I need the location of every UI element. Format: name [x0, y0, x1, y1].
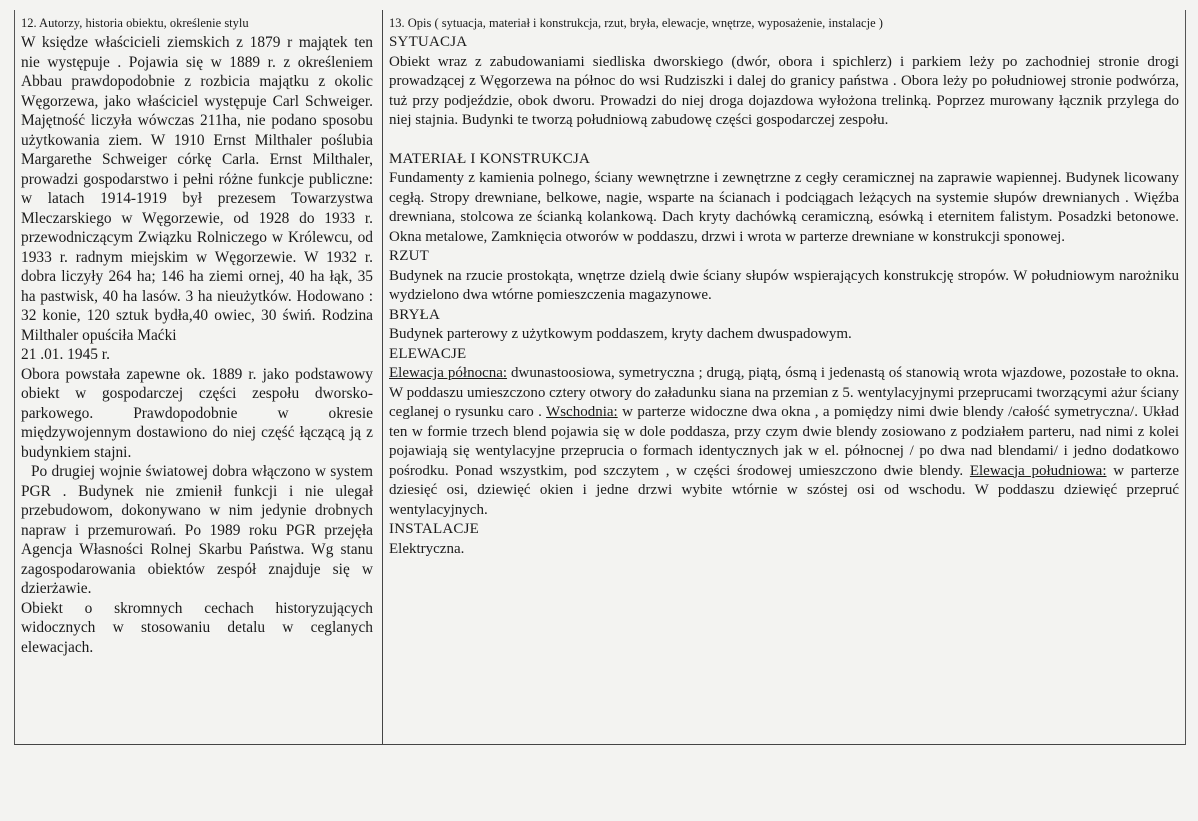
section-text-material: Fundamenty z kamienia polnego, ściany wewnętrzne i zewnętrzne z cegły ceramicznej na zaprawie wapiennej. Budynek licowany cegłą. Stropy drewniane, belkowe, nagie, wsparte na ścianach i podciągach leżących na systemie słupów drewnianych . Więźba drewniana, stolcowa ze ścianką kolankową. Dach kryty dachówką ceramiczną, esówką i eternitem falistym. Posadzki betonowe. Okna metalowe, Zamknięcia otworów w poddaszu, drzwi i wrota w parterze drewniane w konstrukcji sponowej.	[389, 170, 1179, 245]
history-paragraph-style: Obiekt o skromnych cechach historyzujących widocznych w stosowaniu detalu w ceglanych elewacjach.	[21, 599, 373, 656]
section-title-elewacje: ELEWACJE	[389, 345, 467, 362]
section-text-bryla: Budynek parterowy z użytkowym poddaszem, kryty dachem dwuspadowym.	[389, 326, 852, 342]
history-date: 21 .01. 1945 r.	[21, 346, 110, 363]
text-elewacja-polnocna: dwunastoosiowa, symetryczna ; drugą, piątą, ósmą i jedenastą oś stanowią wrota wjazdowe, pozostałe to okna. W poddaszu umieszczono cztery otwory do załadunku siana na przemian z 5. wentylacyjnymi przeprucami tworzącymi ażur ściany ceglanej o rysunku caro .	[389, 365, 1179, 420]
description-column	[389, 15, 1179, 559]
section-text-rzut: Budynek na rzucie prostokąta, wnętrze dzielą dwie ściany słupów wspierających konstrukcję stropów. W południowym narożniku wydzielono dwa wtórne pomieszczenia magazynowe.	[389, 267, 1179, 303]
history-header: 12. Autorzy, historia obiektu, określenie stylu	[21, 16, 249, 30]
section-title-material: MATERIAŁ I KONSTRUKCJA	[389, 150, 591, 167]
section-title-instalacje: INSTALACJE	[389, 521, 479, 537]
section-text-elewacje	[389, 364, 1179, 520]
section-title-rzut: RZUT	[389, 248, 429, 264]
history-paragraph-origin: Obora powstała zapewne ok. 1889 r. jako podstawowy obiekt w gospodarczej części zespołu dworsko-parkowego. Prawdopodobnie w okresie międzywojennym dostawiono do niej część łączącą ją z budynkiem stajni.	[21, 365, 373, 461]
section-spacer	[389, 131, 1179, 150]
label-elewacja-poludniowa: Elewacja południowa:	[969, 462, 1107, 479]
section-title-bryla: BRYŁA	[389, 306, 441, 323]
section-text-instalacje: Elektryczna.	[389, 540, 465, 557]
text-elewacja-wschodnia: w parterze widoczne dwa okna , a pomiędzy nimi dwie blendy /całość symetryczna/. Układ ten w formie trzech blend pojawia się w dole poddasza, przy czym dwie blendy zosiowano z podziałem parteru, nad nimi z kolei pojawiają się wentylacyjne przeprucia o formach identycznych jak w el. północnej / po dwa nad blendami/ i jedno dodatkowo pośrodku. Ponad wszystkim, pod szczytem , w części środowej umieszczono dwie blendy.	[389, 404, 1179, 479]
text-elewacja-poludniowa: w parterze dziesięć osi, dziewięć okien i jedne drzwi wybite wtórnie w szóstej osi od wschodu. W poddaszu dziewięć przepruć wentylacyjnych.	[389, 462, 1179, 518]
label-elewacja-polnocna: Elewacja północna:	[389, 365, 508, 381]
history-paragraph-pgr: Po drugiej wojnie światowej dobra włączono w system PGR . Budynek nie zmienił funkcji i nie ulegał przebudowom, dokonywano w nim jedynie drobnych napraw i przemurowań. Po 1989 roku PGR przejęła Agencja Własności Rolnej Skarbu Państwa. Wg stanu zagospodarowania obiektów zespół znajduje się w dzierżawie.	[21, 463, 373, 597]
column-divider	[382, 10, 383, 744]
history-column	[21, 15, 373, 657]
section-text-sytuacja: Obiekt wraz z zabudowaniami siedliska dworskiego (dwór, obora i spichlerz) i parkiem leży po zachodniej stronie drogi prowadzącej z Węgorzewa na północ do wsi Rudziszki i dalej do granicy państwa . Obora leży po południowej stronie podwórza, tuż przy podjeździe, obok dworu. Prowadzi do niej droga dojazdowa wyłożona trelinką. Poprzez murowany łącznik przylega do niej stajnia. Budynki te tworzą południową zabudowę części gospodarczej zespołu.	[389, 53, 1179, 128]
history-paragraph-owners: W księdze właścicieli ziemskich z 1879 r majątek ten nie występuje . Pojawia się w 1889 r. z określeniem Abbau prawdopodobnie z rozbicia majątku z okolic Węgorzewa, jako właściciel występuje Carl Schweiger. Majętność liczyła wówczas 211ha, nie podano sposobu użytkowania ziem. W 1910 Ernst Milthaler poślubia Margarethe Schweiger córkę Carla. Ernst Milthaler, prowadzi gospodarstwo i pełni różne funkcje publiczne: w latach 1914-1919 był prezesem Towarzystwa Mleczarskiego w Węgorzewie, od 1928 do 1933 r. przewodniczącym Związku Rolniczego w Królewcu, od 1933 r. radnym miejskim w Węgorzewie. W 1932 r. dobra liczyły 264 ha; 146 ha ziemi ornej, 40 ha łąk, 35 ha pastwisk, 40 ha lasów. 3 ha nieużytków. Hodowano : 32 konie, 120 sztuk bydła,40 owiec, 30 świń. Rodzina Milthaler opuściła Maćki	[21, 34, 373, 344]
description-header: 13. Opis ( sytuacja, materiał i konstrukcja, rzut, bryła, elewacje, wnętrze, wyposażenie, instalacje )	[389, 16, 883, 30]
document-sheet	[14, 10, 1186, 745]
label-elewacja-wschodnia: Wschodnia:	[546, 404, 618, 420]
section-title-sytuacja: SYTUACJA	[389, 34, 468, 50]
